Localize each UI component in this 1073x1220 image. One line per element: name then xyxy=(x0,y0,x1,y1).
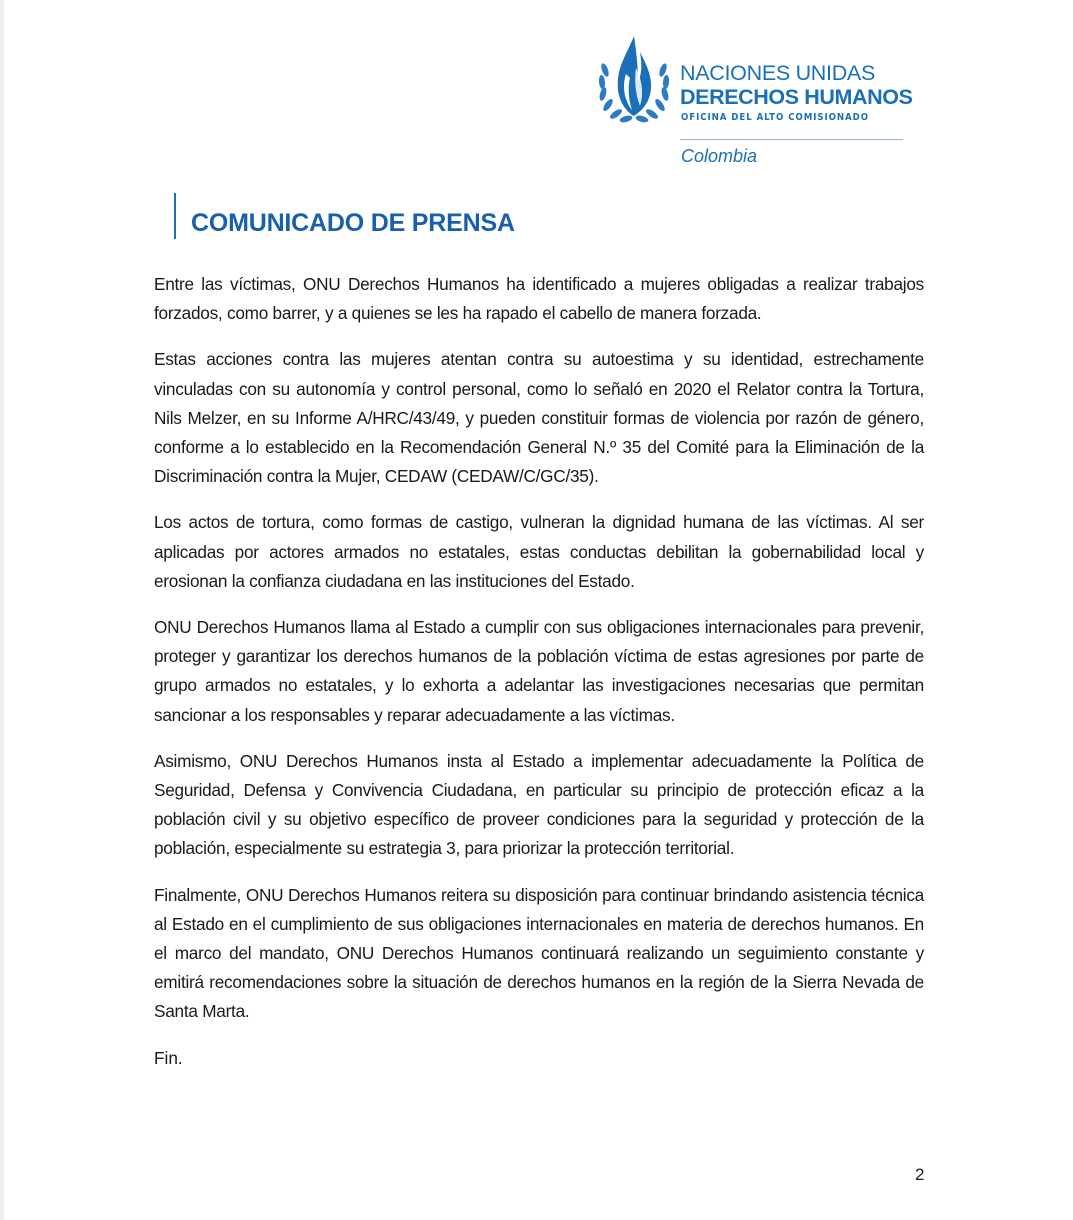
logo-country: Colombia xyxy=(681,146,758,166)
page-number: 2 xyxy=(915,1165,925,1184)
logo-divider xyxy=(680,139,903,140)
paragraph: ONU Derechos Humanos llama al Estado a cumplir con sus obligaciones internacionales para prevenir, proteger y garantizar los derechos humanos de la población víctima de estas agresiones por parte de grupo armados no estatales, y lo exhorta a adelantar las investigaciones necesarias que permitan sancionar a los responsables y reparar adecuadamente a las víctimas. xyxy=(154,617,924,725)
document-body xyxy=(154,270,924,1073)
paragraph: Asimismo, ONU Derechos Humanos insta al Estado a implementar adecuadamente la Política de Seguridad, Defensa y Convivencia Ciudadana, en particular su principio de protección eficaz a la población civil y su objetivo específico de proveer condiciones para la seguridad y protección de la población, especialmente su estrategia 3, para priorizar la protección territorial. xyxy=(154,750,924,859)
ohchr-logo xyxy=(596,34,916,174)
paragraph: Los actos de tortura, como formas de castigo, vulneran la dignidad humana de las víctimas. Al ser aplicadas por actores armados no estatales, estas conductas debilitan la gobernabilidad local y erosionan la confianza ciudadana en las instituciones del Estado. xyxy=(154,512,924,591)
closing-text: Fin. xyxy=(154,1047,183,1068)
page-edge xyxy=(0,0,4,1220)
paragraph: Finalmente, ONU Derechos Humanos reitera su disposición para continuar brindando asistencia técnica al Estado en el cumplimiento de sus obligaciones internacionales en materia de derechos humanos. En el marco del mandato, ONU Derechos Humanos continuará realizando un seguimiento constante y emitirá recomendaciones sobre la situación de derechos humanos en la región de la Sierra Nevada de Santa Marta. xyxy=(154,884,924,1022)
document-title: COMUNICADO DE PRENSA xyxy=(191,209,515,237)
paragraph: Entre las víctimas, ONU Derechos Humanos ha identificado a mujeres obligadas a realizar trabajos forzados, como barrer, y a quienes se les ha rapado el cabello de manera forzada. xyxy=(154,274,924,324)
un-flame-laurel-emblem-icon xyxy=(596,34,672,126)
logo-derechos-humanos: DERECHOS HUMANOS xyxy=(680,85,913,109)
paragraph: Estas acciones contra las mujeres atentan contra su autoestima y su identidad, estrechamente vinculadas con su autonomía y control personal, como lo señaló en 2020 el Relator contra la Tortura, Nils Melzer, en su Informe A/HRC/43/49, y pueden constituir formas de violencia por razón de género, conforme a lo establecido en la Recomendación General N.º 35 del Comité para la Eliminación de la Discriminación contra la Mujer, CEDAW (CEDAW/C/GC/35). xyxy=(154,349,924,487)
title-accent-bar xyxy=(174,193,176,239)
logo-oficina: OFICINA DEL ALTO COMISIONADO xyxy=(681,112,869,123)
logo-naciones-unidas: NACIONES UNIDAS xyxy=(680,61,876,85)
